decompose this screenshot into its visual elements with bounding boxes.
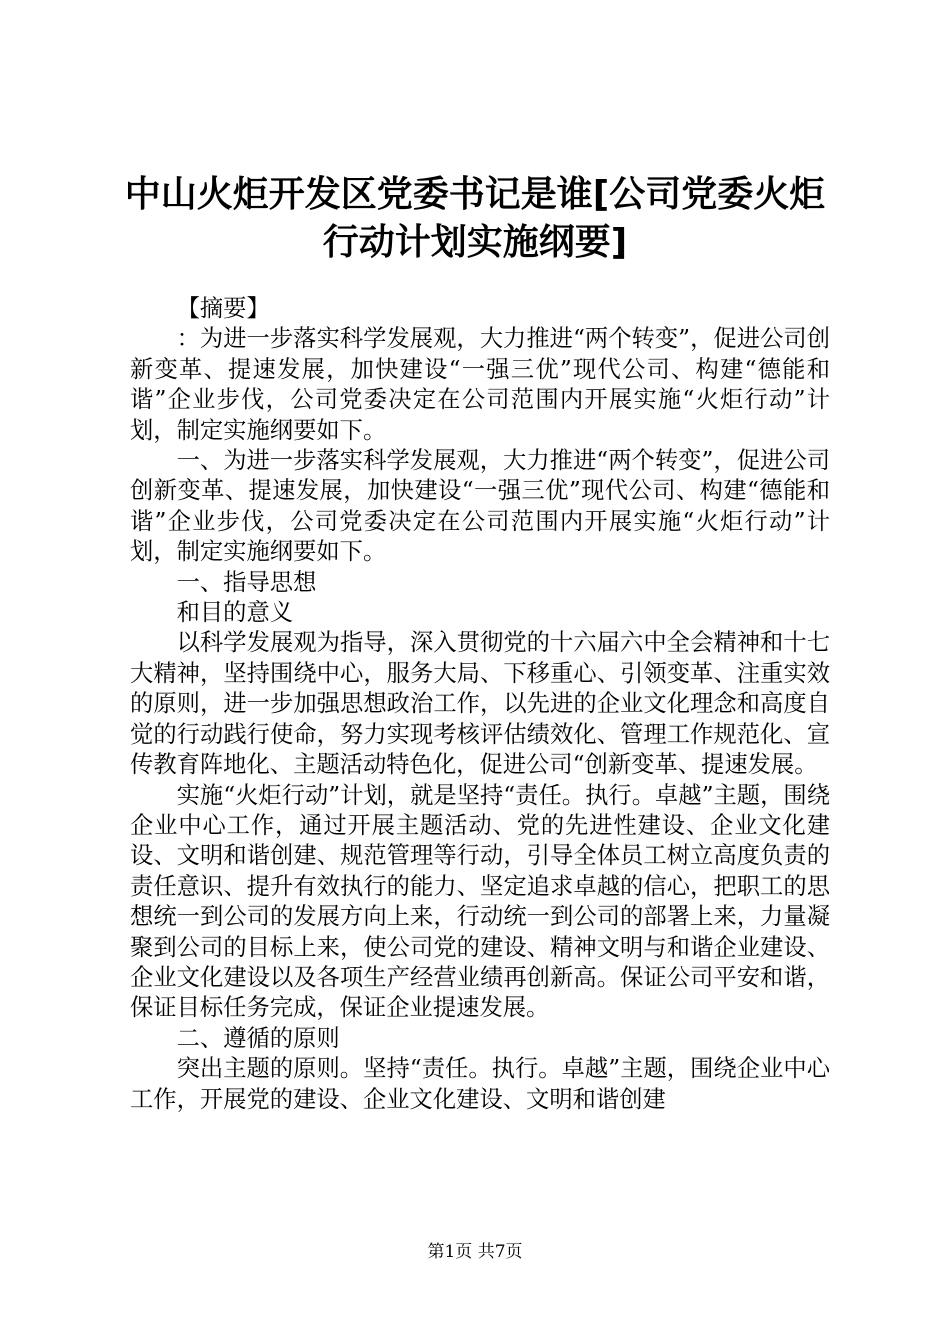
implementation-paragraph: 实施“火炬行动”计划，就是坚持“责任。执行。卓越”主题，围绕企业中心工作，通过开展主题活动、党的先进性建设、企业文化建设、文明和谐创建、规范管理等行动，引导全体员工树立高度负责的责任意识、提升有效执行的能力、坚定追求卓越的信心，把职工的思想统一到公司的发展方向上来，行动统一到公司的部署上来，力量凝聚到公司的目标上来，使公司党的建设、精神文明与和谐企业建设、企业文化建设以及各项生产经营业绩再创新高。保证公司平安和谐，保证目标任务完成，保证企业提速发展。 xyxy=(130,781,830,1022)
page-indicator: 第1页 共7页 xyxy=(427,1242,523,1262)
principles-paragraph: 突出主题的原则。坚持“责任。执行。卓越”主题，围绕企业中心工作，开展党的建设、企业文化建设、文明和谐创建 xyxy=(130,1055,830,1113)
section-heading-purpose: 和目的意义 xyxy=(176,599,294,627)
section-heading-guiding-thought: 一、指导思想 xyxy=(176,568,317,596)
guiding-paragraph: 以科学发展观为指导，深入贯彻党的十六届六中全会精神和十七大精神，坚持围绕中心，服务大局、下移重心、引领变革、注重实效的原则，进一步加强思想政治工作，以先进的企业文化理念和高度自觉的行动践行使命，努力实现考核评估绩效化、管理工作规范化、宣传教育阵地化、主题活动特色化，促进公司“创新变革、提速发展。 xyxy=(130,629,830,779)
section-heading-principles: 二、遵循的原则 xyxy=(176,1024,340,1052)
document-title-line-2: 行动计划实施纲要] xyxy=(322,222,628,263)
abstract-text: ：为进一步落实科学发展观，大力推进“两个转变”，促进公司创新变革、提速发展，加快建设“一强三优”现代公司、构建“德能和谐”企业步伐，公司党委决定在公司范围内开展实施“火炬行动”计划，制定实施纲要如下。 xyxy=(130,325,830,444)
document-body xyxy=(130,294,830,1115)
abstract-label: 【摘要】 xyxy=(176,295,270,322)
document-title-line-1: 中山火炬开发区党委书记是谁[公司党委火炬 xyxy=(124,174,826,215)
intro-paragraph: 一、为进一步落实科学发展观，大力推进“两个转变”，促进公司创新变革、提速发展，加快建设“一强三优”现代公司、构建“德能和谐”企业步伐，公司党委决定在公司范围内开展实施“火炬行动”计划，制定实施纲要如下。 xyxy=(130,447,830,566)
